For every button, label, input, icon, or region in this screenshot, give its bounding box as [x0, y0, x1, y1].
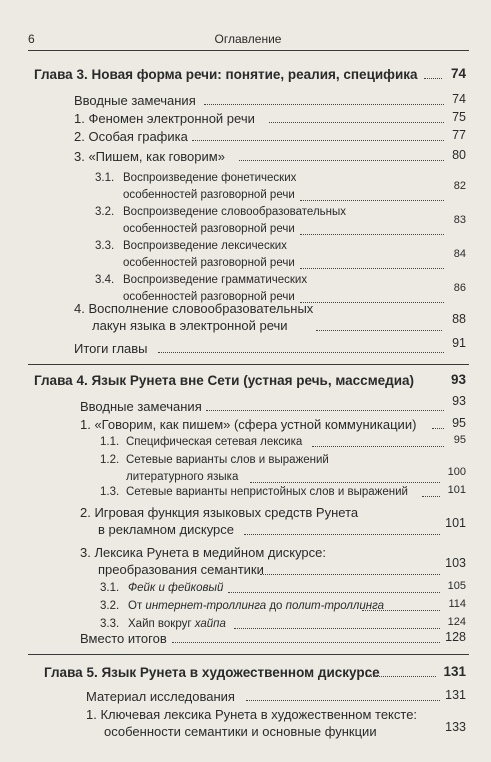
page-ref: 88 [452, 312, 466, 326]
toc-subentry[interactable] [100, 580, 466, 596]
entry-label-line1: 2. Игровая функция языковых средств Рунета [80, 505, 359, 520]
entry-label: Материал исследования [86, 689, 235, 704]
dot-leader [244, 534, 440, 535]
entry-label: Фейк и фейковый [128, 582, 224, 594]
entry-label: Итоги главы [74, 341, 148, 356]
entry-label-line2: в рекламном дискурсе [98, 522, 235, 537]
entry-number: 3.1. [100, 582, 120, 594]
dot-leader [362, 610, 440, 611]
entry-number: 3.3. [95, 240, 115, 252]
dot-leader [192, 140, 444, 141]
toc-entry[interactable] [74, 336, 466, 356]
page-ref: 80 [452, 148, 466, 162]
toc-subentry[interactable] [95, 170, 466, 204]
dot-leader [269, 122, 444, 123]
toc-entry[interactable] [80, 416, 466, 432]
entry-number: 3.2. [100, 600, 120, 612]
entry-label-line1: Воспроизведение словообразовательных [123, 206, 347, 218]
dot-leader [228, 592, 440, 593]
page-ref: 101 [445, 516, 466, 530]
toc-entry[interactable] [80, 630, 466, 646]
toc-subentry[interactable] [100, 434, 466, 450]
page-ref: 131 [443, 664, 466, 679]
page-ref: 100 [447, 466, 466, 478]
chapter-title: Глава 4. Язык Рунета вне Сети (устная речь, массмедиа) [34, 373, 415, 388]
page-ref: 131 [445, 688, 466, 702]
label-italic-1: хайпа [194, 618, 226, 630]
toc-entry[interactable] [74, 92, 466, 108]
entry-number: 3.4. [95, 274, 115, 286]
toc-entry[interactable] [80, 504, 466, 538]
dot-leader [366, 676, 436, 677]
page-ref: 75 [452, 110, 466, 124]
toc-subentry[interactable] [100, 452, 466, 486]
dot-leader [172, 642, 440, 643]
dot-leader [250, 482, 440, 483]
toc-subentry[interactable] [95, 204, 466, 238]
entry-label-line2: особенностей разговорной речи [123, 257, 295, 269]
running-head: Оглавление [214, 32, 282, 46]
entry-label-line1: Воспроизведение лексических [123, 240, 287, 252]
page-ref: 95 [453, 434, 466, 446]
page-ref: 74 [452, 92, 466, 106]
entry-label: Специфическая сетевая лексика [126, 436, 303, 448]
entry-label: Вместо итогов [80, 631, 167, 646]
toc-entry[interactable] [74, 110, 466, 126]
page-number: 6 [28, 32, 35, 46]
dot-leader [246, 700, 440, 701]
page-ref: 103 [445, 556, 466, 570]
toc-subentry[interactable] [95, 238, 466, 272]
page-ref: 124 [447, 616, 466, 628]
entry-label-line2: особенностей разговорной речи [123, 189, 295, 201]
toc-entry[interactable] [74, 300, 466, 334]
entry-label-line2: преобразования семантики [98, 562, 264, 577]
dot-leader [300, 268, 444, 269]
toc-entry[interactable] [86, 706, 466, 740]
toc-entry[interactable] [74, 128, 466, 144]
dot-leader [312, 446, 444, 447]
entry-label: Вводные замечания [80, 399, 202, 414]
entry-label: 1. Феномен электронной речи [74, 111, 255, 126]
page-ref: 114 [448, 598, 466, 610]
entry-label-line2: лакун языка в электронной речи [92, 318, 288, 333]
label-middle: до [266, 600, 286, 612]
chapter-divider [28, 364, 469, 365]
page-ref: 82 [453, 180, 466, 192]
page-ref: 101 [447, 484, 466, 496]
dot-leader [316, 330, 442, 331]
dot-leader [424, 78, 442, 79]
entry-label: Сетевые варианты непристойных слов и выражений [126, 486, 408, 498]
entry-label-line2: особенностей разговорной речи [123, 291, 295, 303]
page-ref: 77 [452, 128, 466, 142]
toc-subentry[interactable] [100, 484, 466, 500]
dot-leader [300, 234, 444, 235]
dot-leader [204, 104, 444, 105]
header-rule [28, 50, 469, 51]
chapter-title: Глава 5. Язык Рунета в художественном дискурсе [44, 665, 380, 680]
entry-number: 3.1. [95, 172, 115, 184]
page-ref: 83 [453, 214, 466, 226]
chapter-divider [28, 654, 469, 655]
entry-number: 1.1. [100, 436, 120, 448]
dot-leader [422, 496, 440, 497]
entry-label-line1: Воспроизведение грамматических [123, 274, 308, 286]
page-header [28, 32, 468, 46]
page-ref: 93 [452, 394, 466, 408]
toc-entry[interactable] [80, 544, 466, 578]
entry-label-line1: Сетевые варианты слов и выражений [126, 454, 329, 466]
entry-label: 2. Особая графика [74, 129, 188, 144]
toc-chapter-5[interactable] [44, 664, 466, 680]
dot-leader [158, 352, 444, 353]
label-prefix: От [128, 600, 146, 612]
toc-entry[interactable] [80, 394, 466, 414]
label-italic-1: интернет-троллинга [145, 600, 267, 612]
dot-leader [300, 200, 444, 201]
entry-number: 1.2. [100, 454, 120, 466]
entry-label-line1: Воспроизведение фонетических [123, 172, 297, 184]
entry-number: 1.3. [100, 486, 120, 498]
entry-label-line2: особенности семантики и основные функции [104, 724, 377, 739]
page-ref: 105 [447, 580, 466, 592]
page-ref: 74 [450, 66, 466, 81]
chapter-title: Глава 3. Новая форма речи: понятие, реалия, специфика [34, 67, 418, 82]
toc-chapter-4[interactable] [34, 372, 466, 388]
entry-label-line1: 3. Лексика Рунета в медийном дискурсе: [80, 545, 326, 560]
entry-label-line1: 4. Восполнение словообразовательных [74, 301, 314, 316]
entry-label-line1: 1. Ключевая лексика Рунета в художественном тексте: [86, 707, 418, 722]
page-ref: 91 [452, 336, 466, 350]
dot-leader [239, 160, 444, 161]
page-ref: 84 [453, 248, 466, 260]
entry-label: Вводные замечания [74, 93, 196, 108]
label-prefix: Хайп вокруг [128, 618, 195, 630]
entry-label [128, 598, 384, 614]
page-ref: 93 [450, 372, 466, 387]
toc-entry[interactable] [86, 688, 466, 704]
dot-leader [260, 574, 440, 575]
entry-number: 3.3. [100, 618, 120, 630]
entry-number: 3.2. [95, 206, 115, 218]
dot-leader [234, 628, 440, 629]
page-ref: 133 [445, 720, 466, 734]
entry-label: 3. «Пишем, как говорим» [74, 149, 225, 164]
toc-chapter-3[interactable] [34, 66, 466, 82]
toc-entry[interactable] [74, 148, 466, 164]
entry-label-line2: особенностей разговорной речи [123, 223, 295, 235]
entry-label: 1. «Говорим, как пишем» (сфера устной коммуникации) [80, 417, 417, 432]
page-ref: 128 [445, 630, 466, 644]
label-italic-2: полит-троллинга [285, 600, 385, 612]
entry-label-line2: литературного языка [126, 471, 239, 483]
dot-leader [432, 428, 444, 429]
page-ref: 86 [453, 282, 466, 294]
page-ref: 95 [452, 416, 466, 430]
toc-subentry[interactable] [100, 598, 466, 614]
dot-leader [206, 410, 444, 411]
